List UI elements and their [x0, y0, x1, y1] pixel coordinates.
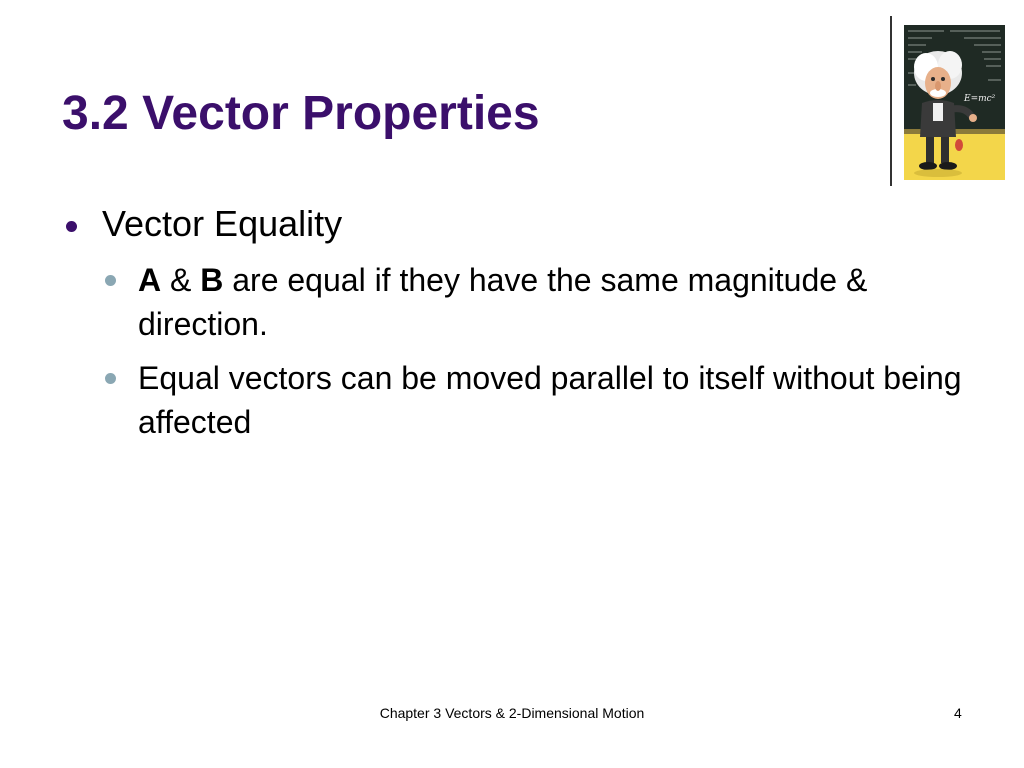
slide-title: 3.2 Vector Properties [62, 87, 540, 140]
vector-b-label: B [200, 262, 224, 298]
sub-bullet-dot-icon [105, 275, 116, 286]
vector-a-label: A [138, 262, 162, 298]
sub-bullet-dot-icon [105, 373, 116, 384]
sub-bullet-item-parallel-move [102, 356, 968, 444]
bullet-list [64, 202, 964, 454]
bullet-text: Vector Equality [102, 203, 343, 244]
sub-bullet-text: Equal vectors can be moved parallel to itself without being affected [138, 360, 962, 440]
footer-text: Chapter 3 Vectors & 2-Dimensional Motion [379, 705, 645, 721]
formula-label: E=mc² [964, 94, 996, 104]
sub-bullet-text: are equal if they have the same magnitude & direction. [138, 262, 868, 342]
title-divider [890, 16, 892, 186]
ampersand-text: & [161, 262, 201, 298]
einstein-picture [904, 25, 1005, 180]
sub-bullet-item-equal-definition [102, 258, 968, 346]
bullet-item-vector-equality [64, 202, 964, 246]
bullet-dot-icon [66, 221, 77, 232]
einstein-illustration-icon [904, 25, 1005, 180]
page-number: 4 [954, 705, 962, 721]
